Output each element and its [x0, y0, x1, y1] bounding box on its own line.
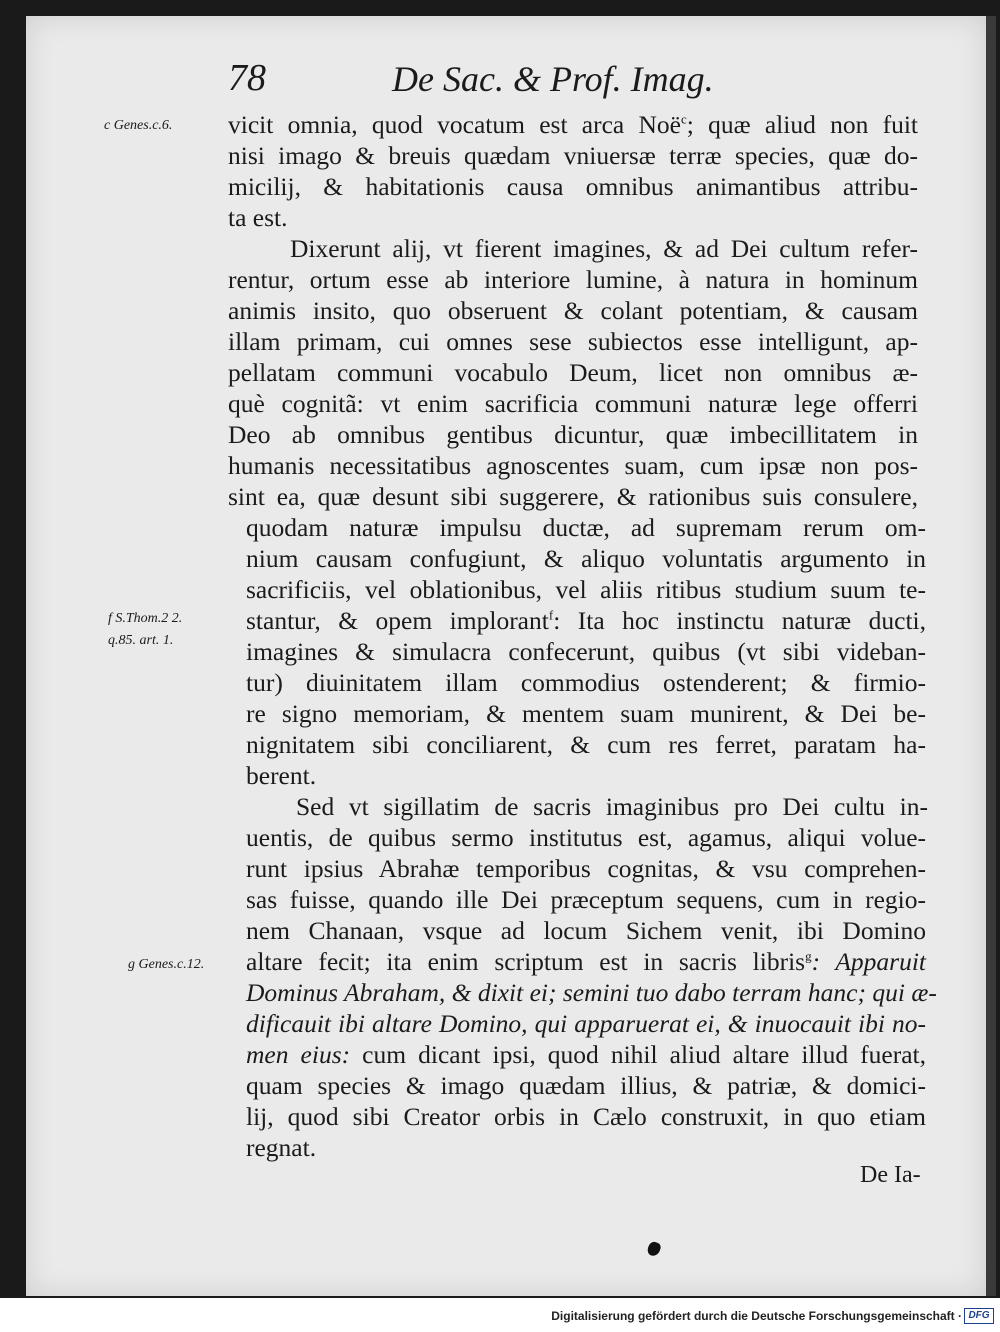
text-line: illam primam, cui omnes sese subiectos esse intelligunt, ap-	[228, 327, 918, 356]
text-line: nem Chanaan, vsque ad locum Sichem venit, ibi Domino	[246, 916, 926, 945]
dfg-logo: DFG	[964, 1308, 994, 1324]
text-line: sacrificiis, vel oblationibus, vel aliis ritibus studium suum te-	[246, 575, 926, 604]
margin-note-c: c Genes.c.6.	[104, 118, 173, 133]
page-edge	[986, 16, 996, 1296]
footer-credit: Digitalisierung gefördert durch die Deutsche Forschungsgemeinschaft ·	[551, 1309, 962, 1323]
text-line: pellatam communi vocabulo Deum, licet non omnibus æ-	[228, 358, 918, 387]
margin-note-g: g Genes.c.12.	[128, 957, 205, 972]
text-line: micilij, & habitationis causa omnibus animantibus attribu-	[228, 172, 918, 201]
text-line: què cognitã: vt enim sacrificia communi naturæ lege offerri	[228, 389, 918, 418]
text-line: nignitatem sibi conciliarent, & cum res ferret, paratam ha-	[246, 730, 926, 759]
text-line: rentur, ortum esse ab interiore lumine, à natura in hominum	[228, 265, 918, 294]
text-line: regnat.	[246, 1133, 317, 1162]
margin-note-f: f S.Thom.2 2.	[108, 611, 183, 626]
text-line: altare fecit; ita enim scriptum est in sacris libris$^g$: Apparuit	[246, 947, 926, 976]
page-number: 78	[228, 57, 266, 99]
text-line: humanis necessitatibus agnoscentes suam, cum ipsæ non pos-	[228, 451, 918, 480]
footer-bar	[0, 1298, 1000, 1332]
text-line: berent.	[246, 761, 317, 790]
text-line: quodam naturæ impulsu ductæ, ad supremam rerum om-	[246, 513, 926, 542]
text-line: runt ipsius Abrahæ temporibus cognitas, & vsu comprehen-	[246, 854, 926, 883]
text-line: ta est.	[228, 203, 288, 232]
text-line: re signo memoriam, & mentem suam munirent, & Dei be-	[246, 699, 926, 728]
text-line: uentis, de quibus sermo institutus est, agamus, aliqui volue-	[246, 823, 926, 852]
running-title: De Sac. & Prof. Imag.	[392, 59, 714, 99]
text-line: nium causam confugiunt, & aliquo voluntatis argumento in	[246, 544, 926, 573]
text-line: lij, quod sibi Creator orbis in Cælo construxit, in quo etiam	[246, 1102, 926, 1131]
text-line: Deo ab omnibus gentibus dicuntur, quæ imbecillitatem in	[228, 420, 918, 449]
text-line: nisi imago & breuis quædam vniuersæ terræ species, quæ do-	[228, 141, 918, 170]
text-line: sas fuisse, quando ille Dei præceptum sequens, cum in regio-	[246, 885, 926, 914]
text-line: tur) diuinitatem illam commodius ostenderent; & firmio-	[246, 668, 926, 697]
text-line: stantur, & opem implorant$^f$: Ita hoc instinctu naturæ ducti,	[246, 606, 926, 635]
text-line: vicit omnia, quod vocatum est arca Noë$^c$; quæ aliud non fuit	[228, 110, 918, 139]
text-line: imagines & simulacra confecerunt, quibus (vt sibi videban-	[246, 637, 926, 666]
text-line: Dixerunt alij, vt fierent imagines, & ad Dei cultum refer-	[290, 234, 918, 263]
text-line: sint ea, quæ desunt sibi suggerere, & rationibus suis consulere,	[228, 482, 918, 511]
margin-note-f-cont: q.85. art. 1.	[108, 633, 174, 648]
text-line: animis insito, quo obseruent & colant potentiam, & causam	[228, 296, 918, 325]
text-line: men eius: cum dicant ipsi, quod nihil aliud altare illud fuerat,	[246, 1040, 926, 1069]
text-line: Dominus Abraham, & dixit ei; semini tuo dabo terram hanc; qui æ-	[246, 978, 937, 1007]
text-line: dificauit ibi altare Domino, qui apparuerat ei, & inuocauit ibi no-	[246, 1009, 926, 1038]
text-line: Sed vt sigillatim de sacris imaginibus pro Dei cultu in-	[296, 792, 928, 821]
text-line: quam species & imago quædam illius, & patriæ, & domici-	[246, 1071, 926, 1100]
catchword: De Ia-	[860, 1162, 921, 1188]
